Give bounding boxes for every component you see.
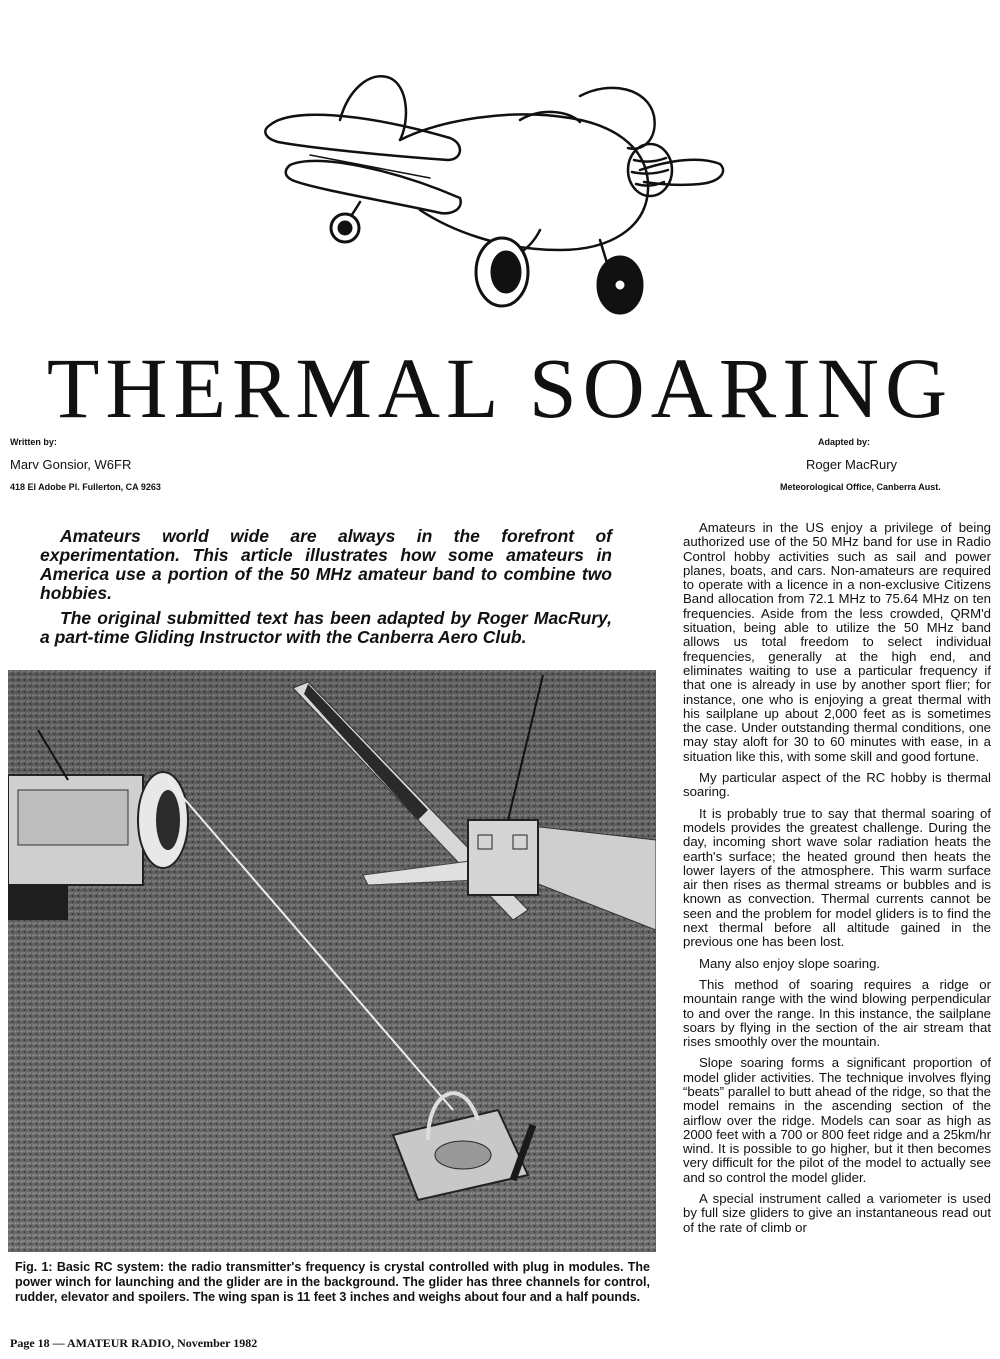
airplane-illustration <box>250 60 730 330</box>
adapter-affiliation: Meteorological Office, Canberra Aust. <box>780 482 941 492</box>
written-by-label: Written by: <box>10 437 57 447</box>
article-title: THERMAL SOARING <box>46 340 954 436</box>
adapter-name: Roger MacRury <box>806 457 898 472</box>
adapted-by-label: Adapted by: <box>818 437 871 447</box>
author-address: 418 El Adobe Pl. Fullerton, CA 9263 <box>10 482 161 492</box>
author-byline <box>10 437 310 492</box>
body-column <box>683 521 991 1242</box>
intro-text <box>40 527 612 653</box>
figure-caption: Fig. 1: Basic RC system: the radio transmitter's frequency is crystal controlled with plug in modules. The power winch for launching and the glider are in the background. The glider has three channels for control, rudder, elevator and spoilers. The wing span is 11 feet 3 inches and weighs about four and a half pounds. <box>15 1260 650 1304</box>
adapter-byline <box>780 437 995 492</box>
body-paragraph: It is probably true to say that thermal soaring of models provides the greatest challenge. During the day, incoming short wave solar radiation heats the earth's surface; the heated ground then heats the lower layers of the atmosphere. This warm surface air then rises as thermal streams or bubbles and is known as convection. Thermal currents cannot be seen and the problem for model gliders is to find the next thermal before all altitude gained in the previous one has been lost. <box>683 805 991 950</box>
page-footer: Page 18 — AMATEUR RADIO, November 1982 <box>10 1336 258 1350</box>
body-paragraph: Many also enjoy slope soaring. <box>699 955 881 971</box>
body-paragraph: Slope soaring forms a significant proportion of model glider activities. The technique involves flying “beats” parallel to butt ahead of the ridge, so that the model remains in the ascending section of the airflow over the ridge. Models can soar as high as 2000 feet with a 700 or 800 feet ridge and a 25km/hr wind. It is possible to go higher, but it then becomes very difficult for the pilot of the model to actually see and so control the model glider. <box>683 1055 991 1185</box>
body-paragraph: Amateurs in the US enjoy a privilege of being authorized use of the 50 MHz band for use in Radio Control hobby activities such as sail and power planes, boats, and cars. Non-amateurs are required to operate with a licence in a non-exclusive Citizens Band allocation from 72.1 MHz to 75.64 MHz on ten frequencies. Aside from the less crowded, QRM'd situation, being able to utilize the 50 MHz band allows us total freedom to select individual frequencies, generally at the high end, and eliminates waiting to use a particular frequency if that one is already in use by another sport flier; for instance, one who is enjoying a great thermal with his sailplane up about 2,000 feet as is sometimes the case. Under outstanding thermal conditions, one may stay aloft for 30 to 60 minutes with ease, in a situation like this, with some skill and good fortune. <box>683 520 991 764</box>
body-paragraph: A special instrument called a variometer is used by full size gliders to give an instantaneous read out of the rate of climb or <box>683 1191 991 1235</box>
rc-system-photo <box>8 670 656 1252</box>
body-paragraph: My particular aspect of the RC hobby is thermal soaring. <box>683 770 991 800</box>
author-name: Marv Gonsior, W6FR <box>10 457 132 472</box>
intro-paragraph: The original submitted text has been adapted by Roger MacRury, a part-time Gliding Instructor with the Canberra Aero Club. <box>40 608 612 647</box>
body-paragraph: This method of soaring requires a ridge or mountain range with the wind blowing perpendicular to and over the range. In this instance, the sailplane soars by flying in the section of the air stream that rises smoothly over the mountain. <box>683 976 991 1050</box>
intro-paragraph: Amateurs world wide are always in the forefront of experimentation. This article illustrates how some amateurs in America use a portion of the 50 MHz amateur band to combine two hobbies. <box>40 526 612 603</box>
